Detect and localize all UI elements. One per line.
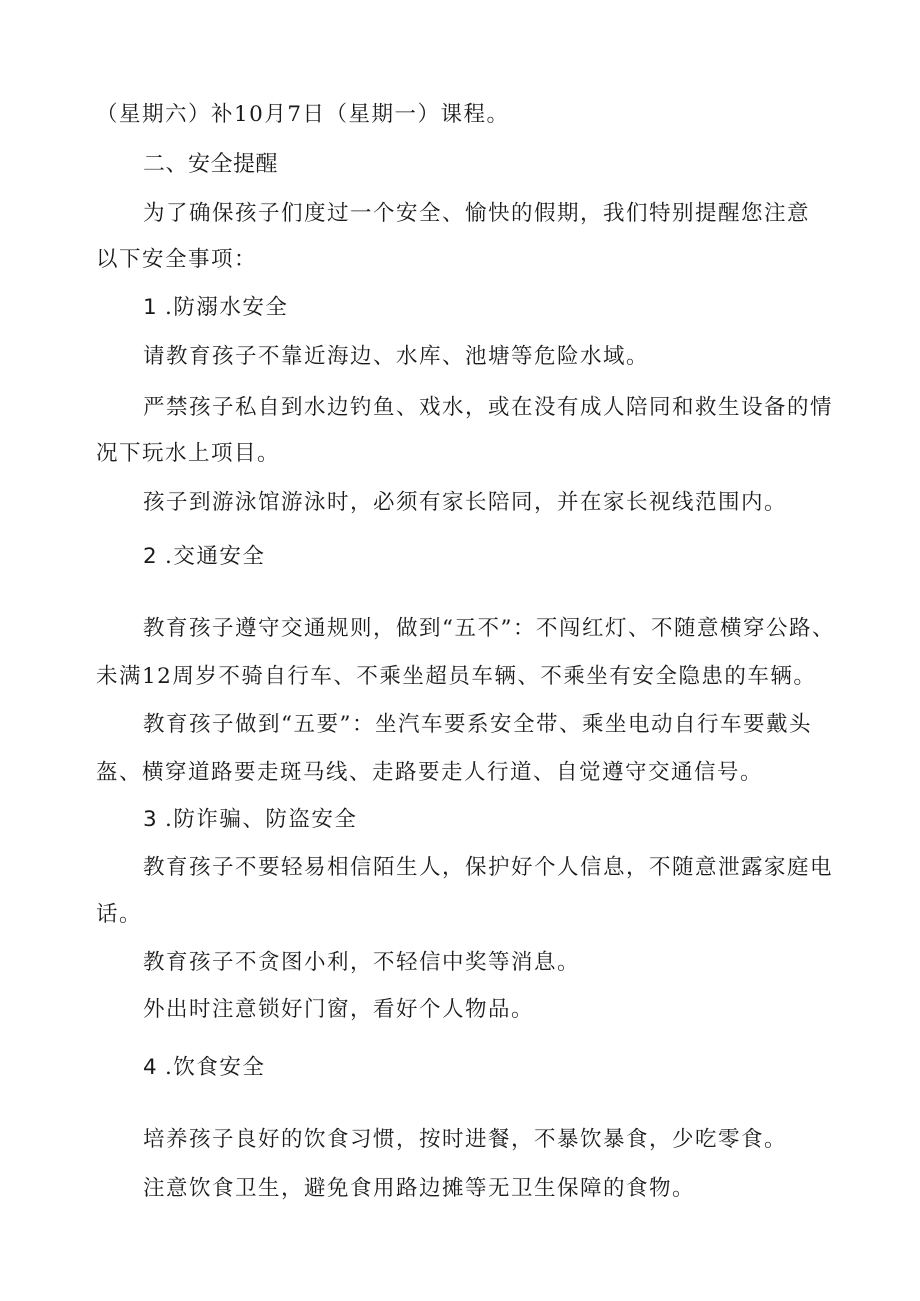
water-safety-number: 1 bbox=[143, 295, 157, 320]
water-safety-title: .防溺水安全 bbox=[165, 295, 289, 320]
fraud-safety-p2: 教育孩子不贪图小利，不轻信中奖等消息。 bbox=[143, 950, 581, 975]
traffic-safety-p2-line2: 盔、横穿道路要走斑马线、走路要走人行道、自觉遵守交通信号。 bbox=[96, 760, 764, 785]
traffic-safety-number: 2 bbox=[143, 544, 157, 569]
intro-line-1: 为了确保孩子们度过一个安全、愉快的假期，我们特别提醒您注意 bbox=[143, 201, 811, 226]
water-safety-p1: 请教育孩子不靠近海边、水库、池塘等危险水域。 bbox=[143, 344, 650, 369]
water-safety-p3: 孩子到游泳馆游泳时，必须有家长陪同，并在家长视线范围内。 bbox=[143, 490, 788, 515]
fraud-safety-p1-line2: 话。 bbox=[96, 902, 143, 927]
traffic-safety-title: .交通安全 bbox=[165, 544, 266, 569]
water-safety-p2-line1: 严禁孩子私自到水边钓鱼、戏水，或在没有成人陪同和救生设备的情 bbox=[143, 395, 834, 420]
section-title: 二、安全提醒 bbox=[143, 152, 279, 177]
intro-continuation-line: （星期六）补10月7日（星期一）课程。 bbox=[96, 102, 510, 127]
food-safety-title: .饮食安全 bbox=[165, 1055, 266, 1080]
food-safety-p1: 培养孩子良好的饮食习惯，按时进餐，不暴饮暴食，少吃零食。 bbox=[143, 1127, 788, 1152]
fraud-safety-p3: 外出时注意锁好门窗，看好个人物品。 bbox=[143, 997, 535, 1022]
traffic-safety-p1-line1: 教育孩子遵守交通规则，做到“五不”：不闯红灯、不随意横穿公路、 bbox=[143, 616, 835, 641]
fraud-safety-title: .防诈骗、防盗安全 bbox=[165, 807, 358, 832]
water-safety-heading bbox=[143, 293, 288, 323]
traffic-safety-p1-line2: 未满12周岁不骑自行车、不乘坐超员车辆、不乘坐有安全隐患的车辆。 bbox=[96, 664, 817, 689]
food-safety-number: 4 bbox=[143, 1055, 157, 1080]
food-safety-heading bbox=[143, 1053, 265, 1083]
traffic-safety-heading bbox=[143, 542, 265, 572]
intro-line-2: 以下安全事项： bbox=[96, 247, 258, 272]
fraud-safety-heading bbox=[143, 805, 357, 835]
fraud-safety-p1-line1: 教育孩子不要轻易相信陌生人，保护好个人信息，不随意泄露家庭电 bbox=[143, 855, 834, 880]
traffic-safety-p2-line1: 教育孩子做到“五要”：坐汽车要系安全带、乘坐电动自行车要戴头 bbox=[143, 712, 812, 737]
fraud-safety-number: 3 bbox=[143, 807, 157, 832]
food-safety-p2: 注意饮食卫生，避免食用路边摊等无卫生保障的食物。 bbox=[143, 1176, 696, 1201]
water-safety-p2-line2: 况下玩水上项目。 bbox=[96, 441, 281, 466]
